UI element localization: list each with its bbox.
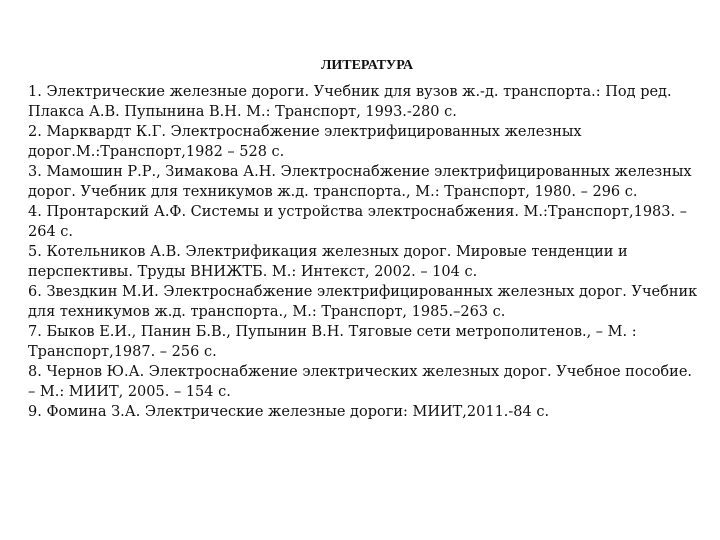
reference-item-4: 4. Пронтарский А.Ф. Системы и устройства электроснабжения. М.:Транспорт,1983. – 264 с. (28, 204, 687, 240)
page-title: ЛИТЕРАТУРА (320, 58, 414, 73)
reference-item-6: 6. Звездкин М.И. Электроснабжение электрифицированных железных дорог. Учебник для техникумов ж.д. транспорта., М.: Транспорт, 1985.–263 с. (28, 284, 698, 320)
reference-item-1: 1. Электрические железные дороги. Учебник для вузов ж.-д. транспорта.: Под ред. Плакса А.В. Пупынина В.Н. М.: Транспорт, 1993.-280 с. (28, 84, 672, 120)
reference-item-7: 7. Быков Е.И., Панин Б.В., Пупынин В.Н. Тяговые сети метрополитенов., – М. : Транспорт,1987. – 256 с. (28, 324, 637, 360)
reference-item-8: 8. Чернов Ю.А. Электроснабжение электрических железных дорог. Учебное пособие. – М.: МИИТ, 2005. – 154 с. (28, 364, 693, 400)
reference-item-3: 3. Мамошин Р.Р., Зимакова А.Н. Электроснабжение электрифицированных железных дорог. Учебник для техникумов ж.д. транспорта., М.: Транспорт, 1980. – 296 с. (28, 164, 692, 200)
reference-item-5: 5. Котельников А.В. Электрификация железных дорог. Мировые тенденции и перспективы. Труды ВНИЖТБ. М.: Интекст, 2002. – 104 с. (28, 244, 628, 280)
reference-item-9: 9. Фомина З.А. Электрические железные дороги: МИИТ,2011.-84 с. (28, 404, 550, 420)
reference-list (28, 82, 698, 422)
reference-item-2: 2. Марквардт К.Г. Электроснабжение электрифицированных железных дорог.М.:Транспорт,1982 – 528 с. (28, 124, 582, 160)
